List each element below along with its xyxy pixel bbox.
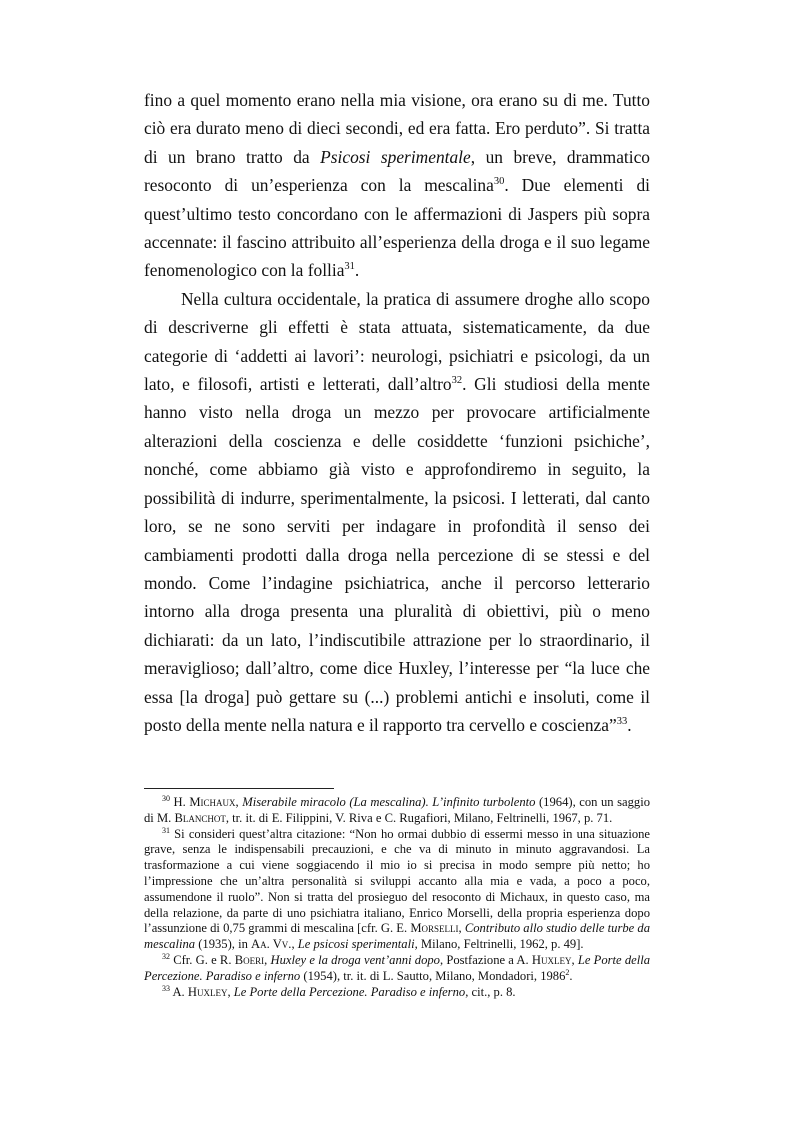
paragraph-2: Nella cultura occidentale, la pratica di assumere droghe allo scopo di descriverne gli effetti è stata attuata, sistematicamente, da due categorie di ‘addetti ai lavori’: neurologi, psichiatri e psicologi, da un lato, e filosofi, artisti e letterati, dall’altro$^{32}$. Gli studiosi della mente hanno visto nella droga un mezzo per provocare artificialmente alterazioni della coscienza e delle cosiddette ‘funzioni psichiche’, nonché, come abbiamo già visto e approfondiremo in seguito, la possibilità di indurre, sperimentalmente, la psicosi. I letterati, dal canto loro, se ne sono serviti per indagare in profondità il senso dei cambiamenti prodotti dalla droga nella percezione di se stessi e del mondo. Come l’indagine psichiatrica, anche il percorso letterario intorno alla droga presenta una pluralità di obiettivi, più o meno dichiarati: da un lato, l’indiscutibile attrazione per lo straordinario, il meraviglioso; dall’altro, come dice Huxley, l’interesse per “la luce che essa [la droga] può gettare su (...) problemi antichi e insoluti, come il posto della mente nella natura e il rapporto tra cervello e coscienza”$^{33}$. [144, 288, 650, 735]
footnote-ref-31[interactable]: 31 [344, 261, 355, 273]
footnote-ref-32[interactable]: 32 [451, 375, 463, 387]
footnote-ref-33[interactable]: 33 [616, 716, 628, 728]
footnote-ref-30[interactable]: 30 [493, 176, 505, 188]
footnote-30: $^{30}$ H. Michaux, Miserabile miracolo (La mescalina). L’infinito turbolento (1964), con un saggio di M. Blanchot, tr. it. di E. Filippini, V. Riva e C. Rugafiori, Milano, Feltrinelli, 1967, p. 71. [144, 793, 650, 825]
main-text [144, 86, 650, 739]
book-title: Psicosi sperimentale [320, 146, 471, 167]
footnote-32: $^{32}$ Cfr. G. e R. Boeri, Huxley e la droga vent’anni dopo, Postfazione a A. Huxley, Le Porte della Percezione. Paradiso e inferno (1954), tr. it. di L. Sautto, Milano, Mondadori, 1986$^2$. [144, 951, 651, 983]
footnote-33: $^{33}$ A. Huxley, Le Porte della Percezione. Paradiso e inferno, cit., p. 8. [162, 983, 516, 999]
footnote-divider [144, 788, 334, 789]
footnotes [144, 795, 650, 1000]
footnote-31: $^{31}$ Si consideri quest’altra citazione: “Non ho ormai dubbio di essermi messo in una situazione grave, senza le indispensabili precauzioni, e che va di minuto in minuto aggravandosi. La trasformazione a cui viene soggiacendo il mio io si precisa in modo sempre più netto; ho l’impressione che un’altra personalità si sviluppi accanto alla mia e vada, a poco a poco, assumendone il ruolo”. Non si tratta del prosieguo del resoconto di Michaux, in questo caso, ma della relazione, da parte di uno psichiatra italiano, Enrico Morselli, della propria esperienza dopo l’assunzione di 0,75 grammi di mescalina [cfr. G. E. Morselli, Contributo allo studio delle turbe da mescalina (1935), in Aa. Vv., Le psicosi sperimentali, Milano, Feltrinelli, 1962, p. 49]. [144, 825, 651, 952]
paragraph-1: fino a quel momento erano nella mia visione, ora erano su di me. Tutto ciò era durato meno di dieci secondi, ed era fatta. Ero perduto”. Si tratta di un brano tratto da Psicosi sperimentale, un breve, drammatico resoconto di un’esperienza con la mescalina$^{30}$. Due elementi di quest’ultimo testo concordano con le affermazioni di Jaspers più sopra accennate: il fascino attribuito all’esperienza della droga e il suo legame fenomenologico con la follia$^{31}$. [144, 90, 651, 281]
